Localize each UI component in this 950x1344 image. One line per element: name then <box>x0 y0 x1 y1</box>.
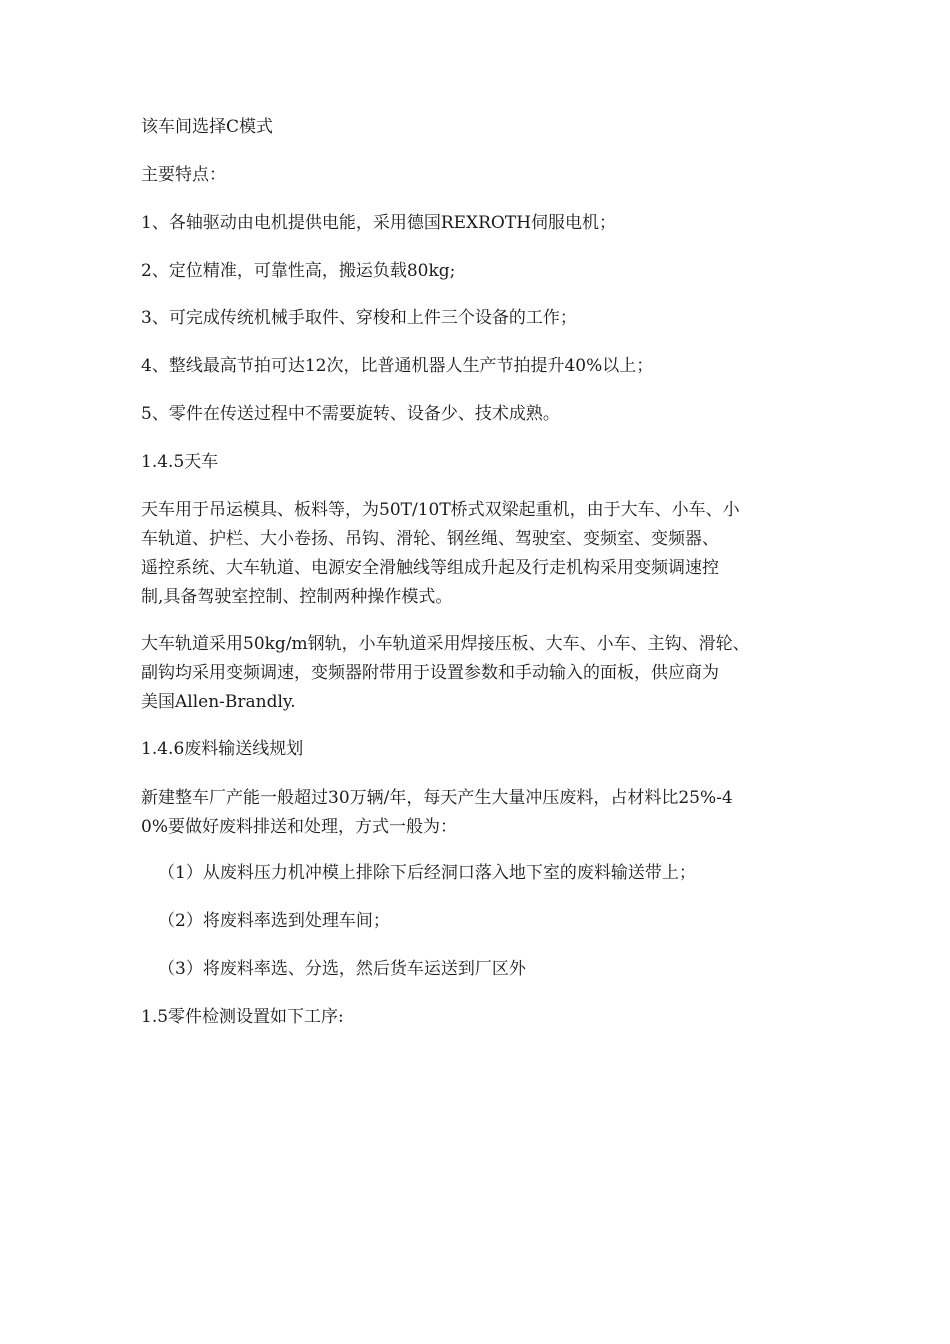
crane-paragraph-line: 车轨道、护栏、大小卷扬、吊钩、滑轮、钢丝绳、驾驶室、变频室、变频器、 <box>141 529 719 549</box>
feature-item-5: 5、零件在传送过程中不需要旋转、设备少、技术成熟。 <box>141 404 560 424</box>
rail-paragraph-line: 副钩均采用变频调速，变频器附带用于设置参数和手动输入的面板，供应商为 <box>141 663 719 683</box>
section-heading-1-5: 1.5零件检测设置如下工序: <box>141 1007 344 1027</box>
features-heading: 主要特点： <box>141 165 226 185</box>
rail-paragraph-line: 美国Allen-Brandly. <box>141 692 296 712</box>
scrap-method-1: （1）从废料压力机冲模上排除下后经洞口落入地下室的废料输送带上； <box>158 863 696 883</box>
crane-paragraph-line: 遥控系统、大车轨道、电源安全滑触线等组成升起及行走机构采用变频调速控 <box>141 558 719 578</box>
capacity-paragraph-line: 新建整车厂产能一般超过30万辆/年，每天产生大量冲压废料，占材料比25%-4 <box>141 788 733 808</box>
section-heading-1-4-6: 1.4.6废料输送线规划 <box>141 739 304 759</box>
feature-item-2: 2、定位精准，可靠性高，搬运负载80kg; <box>141 261 456 281</box>
feature-item-3: 3、可完成传统机械手取件、穿梭和上件三个设备的工作； <box>141 308 577 328</box>
scrap-method-3: （3）将废料率选、分选，然后货车运送到厂区外 <box>158 959 526 979</box>
mode-selection-line: 该车间选择C模式 <box>141 117 274 137</box>
rail-paragraph-line: 大车轨道采用50kg/m钢轨，小车轨道采用焊接压板、大车、小车、主钩、滑轮、 <box>141 634 750 654</box>
crane-paragraph <box>141 496 813 612</box>
feature-item-1: 1、各轴驱动由电机提供电能，采用德国REXROTH伺服电机； <box>141 213 617 233</box>
crane-paragraph-line: 天车用于吊运模具、板料等，为50T/10T桥式双梁起重机，由于大车、小车、小 <box>141 500 740 520</box>
feature-item-4: 4、整线最高节拍可达12次，比普通机器人生产节拍提升40%以上； <box>141 356 654 376</box>
crane-paragraph-line: 制,具备驾驶室控制、控制两种操作模式。 <box>141 587 453 607</box>
rail-paragraph <box>141 630 813 717</box>
capacity-paragraph <box>141 784 813 842</box>
capacity-paragraph-line: 0%要做好废料排送和处理，方式一般为： <box>141 817 457 837</box>
scrap-method-2: （2）将废料率选到处理车间； <box>158 911 390 931</box>
section-heading-1-4-5: 1.4.5天车 <box>141 452 219 472</box>
